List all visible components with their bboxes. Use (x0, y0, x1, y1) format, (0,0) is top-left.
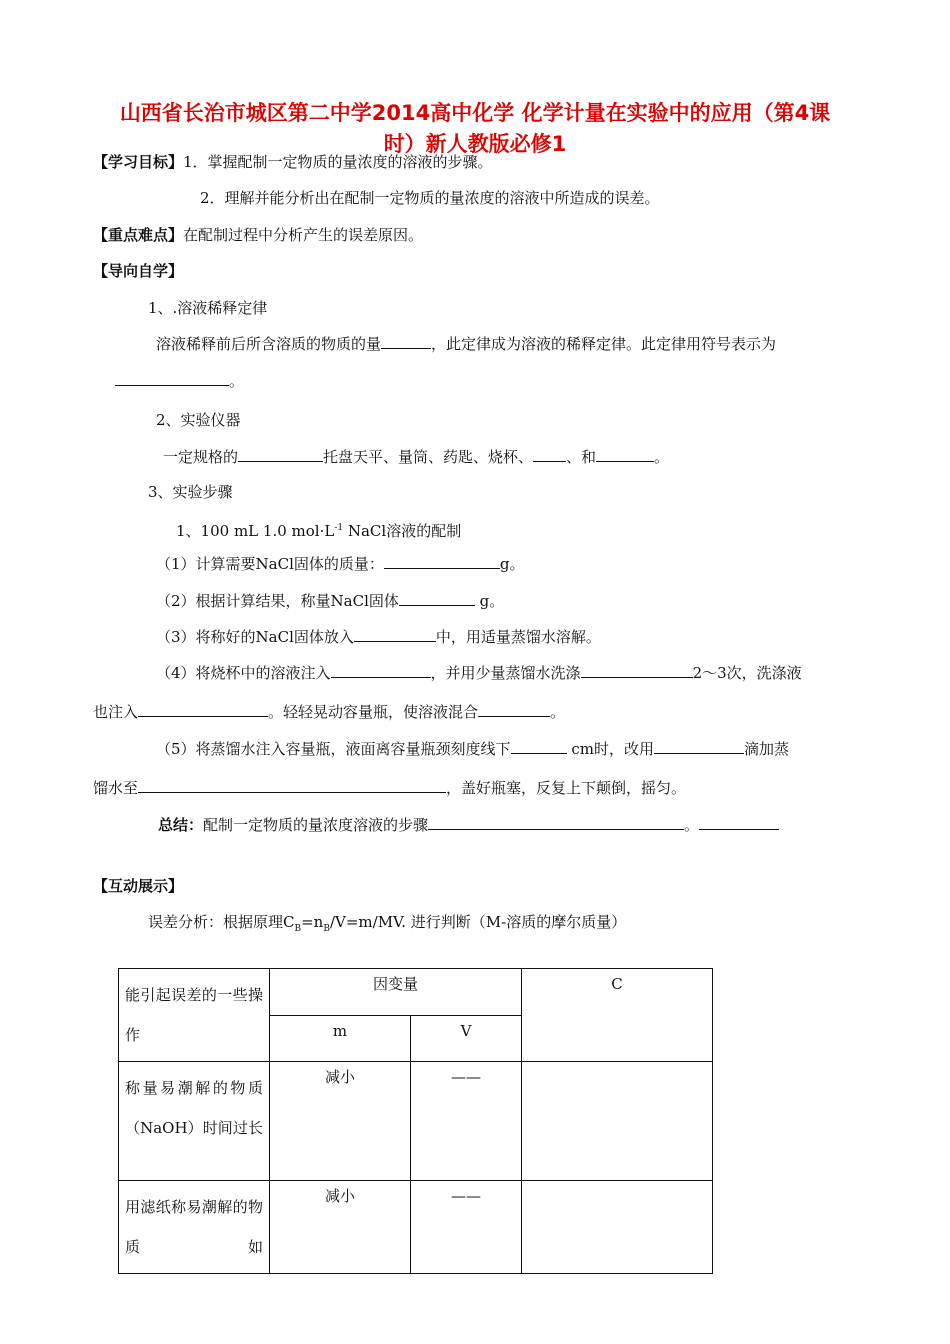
instruments-b: 托盘天平、量筒、药匙、烧杯、 (323, 448, 534, 466)
step-1-b: g。 (499, 555, 525, 573)
instruments-a: 一定规格的 (163, 448, 239, 466)
blank-2[interactable] (115, 370, 229, 386)
step-4-f: 。 (550, 703, 566, 721)
blank-7[interactable] (399, 590, 475, 606)
analysis-b: =n (301, 913, 324, 931)
sub-heading-a: 1、100 mL 1.0 mol·L (176, 522, 335, 540)
instruments-text (163, 446, 669, 467)
error-analysis-text (148, 912, 626, 939)
instruments-c: 、和 (566, 448, 597, 466)
blank-17[interactable] (699, 814, 779, 830)
blank-5[interactable] (596, 446, 654, 462)
blank-8[interactable] (354, 626, 436, 642)
summary (158, 814, 779, 835)
goals-item-2: 2．理解并能分析出在配制一定物质的量浓度的溶液中所造成的误差。 (200, 189, 660, 207)
step-5-b: cm时，改用 (566, 740, 654, 758)
summary-end: 。 (684, 816, 700, 834)
blank-6[interactable] (384, 553, 500, 569)
blank-16[interactable] (428, 814, 684, 830)
step-3 (156, 626, 601, 647)
step-5-c: 滴加蒸 (743, 740, 789, 758)
summary-text: 配制一定物质的量浓度溶液的步骤 (203, 816, 429, 834)
step-4-cont (93, 701, 565, 722)
header-m: m (270, 1015, 411, 1062)
error-analysis-table (118, 968, 713, 1274)
key-label: 【重点难点】 (93, 226, 184, 244)
step-4 (156, 662, 802, 683)
table-row (119, 1181, 713, 1274)
dilution-text-b: ，此定律成为溶液的稀释定律。此定律用符号表示为 (431, 335, 777, 353)
section-3-heading: 3、实验步骤 (148, 483, 233, 501)
sub-heading-sup: -1 (334, 523, 344, 533)
blank-14[interactable] (654, 738, 744, 754)
analysis-sub-2: B (323, 924, 330, 934)
blank-3[interactable] (238, 446, 323, 462)
step-3-a: （3）将称好的NaCl固体放入 (156, 628, 354, 646)
instruments-end: 。 (654, 448, 670, 466)
blank-15[interactable] (138, 777, 446, 793)
step-1-a: （1）计算需要NaCl固体的质量： (156, 555, 384, 573)
row-2-c[interactable] (522, 1181, 713, 1274)
analysis-sub-1: B (294, 924, 302, 934)
title-line-1: 山西省长治市城区第二中学2014高中化学 化学计量在实验中的应用（第4课 (119, 101, 831, 125)
blank-1[interactable] (381, 333, 431, 349)
interact-label: 【互动展示】 (93, 877, 184, 895)
row-1-m: 减小 (270, 1062, 411, 1181)
guide-label: 【导向自学】 (93, 262, 184, 280)
analysis-a: 误差分析：根据原理C (148, 913, 295, 931)
title-line-2: 时）新人教版必修1 (383, 132, 567, 156)
step-2-b: g。 (474, 592, 505, 610)
step-2-a: （2）根据计算结果，称量NaCl固体 (156, 592, 399, 610)
goals-label: 【学习目标】 (93, 153, 184, 171)
sub-heading (176, 518, 461, 541)
learning-goals-1 (93, 152, 493, 172)
step-4-a: （4）将烧杯中的溶液注入 (156, 664, 331, 682)
step-4-b: ，并用少量蒸馏水洗涤 (430, 664, 581, 682)
goals-item-1: 1．掌握配制一定物质的量浓度的溶液的步骤。 (183, 153, 493, 171)
step-2 (156, 590, 504, 611)
row-1-v: —— (411, 1062, 522, 1181)
document-title (60, 98, 890, 160)
step-4-d: 也注入 (93, 703, 139, 721)
row-1-operation: 称量易潮解的物质（NaOH）时间过长 (119, 1062, 270, 1181)
blank-4[interactable] (533, 446, 566, 462)
dilution-law-text (156, 333, 776, 354)
step-5-e: ，盖好瓶塞，反复上下颠倒，摇匀。 (446, 779, 687, 797)
step-5 (156, 738, 789, 759)
row-1-c[interactable] (522, 1062, 713, 1181)
header-c: C (522, 969, 713, 1062)
dilution-formula-line (115, 370, 244, 391)
dilution-text-a: 溶液稀释前后所含溶质的物质的量 (156, 335, 382, 353)
blank-9[interactable] (331, 662, 431, 678)
blank-11[interactable] (138, 701, 268, 717)
step-5-a: （5）将蒸馏水注入容量瓶，液面离容量瓶颈刻度线下 (156, 740, 511, 758)
sub-heading-b: NaCl溶液的配制 (343, 522, 462, 540)
key-points (93, 225, 423, 245)
step-5-cont (93, 777, 686, 798)
step-3-b: 中，用适量蒸馏水溶解。 (435, 628, 601, 646)
blank-10[interactable] (581, 662, 693, 678)
header-operations: 能引起误差的一些操作 (119, 969, 270, 1062)
step-4-e: 。轻轻晃动容量瓶，使溶液混合 (268, 703, 479, 721)
section-2-heading: 2、实验仪器 (156, 411, 241, 429)
header-v: V (411, 1015, 522, 1062)
analysis-c: /V=m/MV. 进行判断（M-溶质的摩尔质量） (329, 913, 627, 931)
step-4-c: 2～3次，洗涤液 (692, 664, 802, 682)
step-1 (156, 553, 525, 574)
row-2-operation: 用滤纸称易潮解的物质如 (119, 1181, 270, 1274)
header-dependent-variable: 因变量 (270, 969, 522, 1016)
row-2-v: —— (411, 1181, 522, 1274)
blank-13[interactable] (511, 738, 567, 754)
dilution-end: 。 (229, 372, 245, 390)
key-text: 在配制过程中分析产生的误差原因。 (183, 226, 424, 244)
section-1-heading: 1、.溶液稀释定律 (148, 299, 268, 317)
step-5-d: 馏水至 (93, 779, 139, 797)
table-row (119, 1062, 713, 1181)
summary-label: 总结： (158, 816, 204, 834)
blank-12[interactable] (478, 701, 550, 717)
row-2-m: 减小 (270, 1181, 411, 1274)
